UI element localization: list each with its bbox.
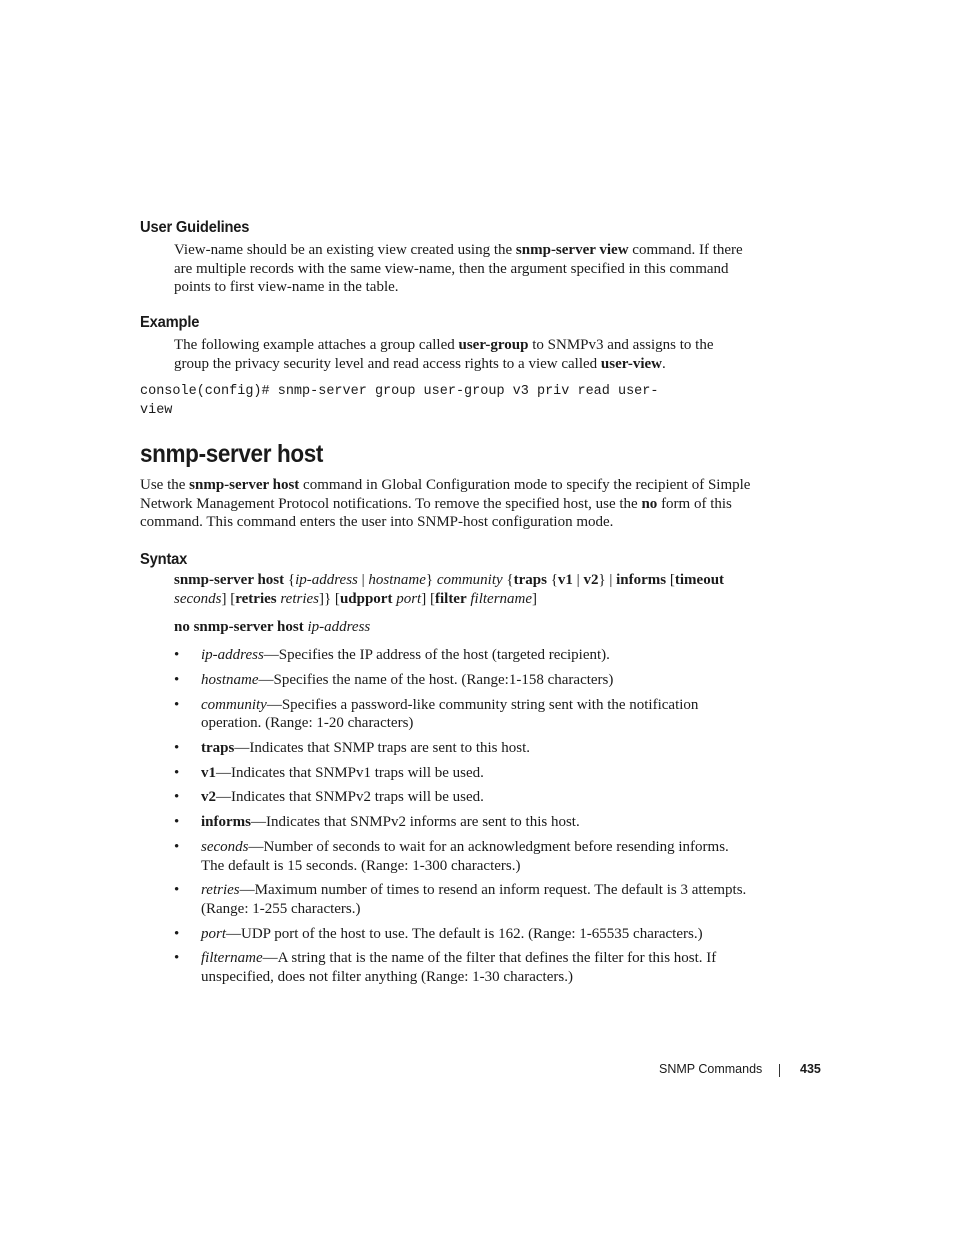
- bullet-icon: •: [174, 739, 180, 756]
- syntax-token: seconds: [174, 590, 222, 607]
- syntax-token: hostname: [368, 572, 426, 588]
- footer-chapter: SNMP Commands: [659, 1062, 763, 1076]
- syntax-token: filter: [434, 590, 467, 607]
- parameter-item: [174, 925, 754, 944]
- parameter-term: informs: [201, 814, 251, 831]
- parameter-item: [174, 671, 754, 690]
- syntax-token: |: [572, 572, 584, 588]
- group-term: user-group: [458, 337, 529, 353]
- view-term: user-view: [600, 355, 663, 372]
- parameter-term: port: [201, 925, 227, 942]
- parameter-item: [174, 764, 754, 783]
- parameter-item: [174, 949, 754, 986]
- syntax-heading: Syntax: [140, 551, 188, 568]
- parameter-term: filtername: [201, 950, 263, 967]
- syntax-token: ] [: [421, 590, 435, 607]
- syntax-line: [174, 571, 764, 590]
- parameter-item: [174, 788, 754, 807]
- parameter-term: seconds: [201, 839, 249, 856]
- syntax-token: [: [666, 572, 675, 588]
- parameter-item: [174, 813, 754, 832]
- bullet-icon: •: [174, 696, 180, 713]
- parameter-term: traps: [201, 739, 235, 756]
- syntax-token: traps: [513, 572, 547, 588]
- bullet-icon: •: [174, 925, 180, 942]
- example-code: [140, 382, 658, 420]
- syntax-token: retries: [235, 590, 277, 607]
- bullet-icon: •: [174, 814, 180, 831]
- parameter-description: —A string that is the name of the filter that defines the filter for this host. If unspecified, does not filter anything (Range: 1-30 characters.): [201, 950, 717, 985]
- syntax-token: informs: [616, 572, 667, 588]
- code-line: view: [140, 403, 173, 418]
- bullet-icon: •: [174, 950, 180, 967]
- syntax-token: community: [436, 572, 503, 588]
- parameter-description: —Specifies a password-like community string sent with the notification operation. (Range: 1-20 characters): [201, 696, 699, 732]
- parameter-term: hostname: [201, 671, 259, 688]
- syntax-token: ]: [532, 590, 538, 607]
- example-text: The following example attaches a group called user-group to SNMPv3 and assigns to the group the privacy security level and read access rights to a view called user-view.: [174, 337, 714, 372]
- syntax-token: filtername: [470, 590, 533, 607]
- syntax-token: {: [546, 572, 558, 588]
- syntax-token: port: [396, 590, 422, 607]
- parameter-description: —Indicates that SNMP traps are sent to this host.: [234, 739, 531, 756]
- parameter-term: v2: [201, 789, 216, 806]
- bullet-icon: •: [174, 647, 180, 663]
- view-command-term: snmp-server view: [515, 242, 629, 258]
- syntax-token: } |: [598, 572, 617, 588]
- parameter-item: [174, 696, 754, 733]
- syntax-token: retries: [280, 590, 319, 607]
- syntax-token: |: [357, 572, 369, 588]
- bullet-icon: •: [174, 882, 180, 899]
- parameter-item: [174, 739, 754, 758]
- example-heading: Example: [140, 314, 200, 331]
- parameter-description: —Indicates that SNMPv2 traps will be used.: [216, 789, 484, 806]
- syntax-token: v2: [583, 572, 599, 588]
- bullet-icon: •: [174, 789, 180, 806]
- syntax-no-form: no snmp-server host ip-address: [174, 619, 371, 635]
- syntax-token: ] [: [221, 590, 236, 607]
- no-keyword: no: [641, 495, 658, 512]
- parameter-item: [174, 646, 754, 665]
- section-title: snmp-server host: [140, 440, 324, 468]
- user-guidelines-text: View-name should be an existing view created using the snmp-server view command. If there are multiple records with the same view-name, then the argument specified in this command points to first view-name in the table.: [174, 242, 743, 295]
- page-number: 435: [800, 1062, 821, 1076]
- parameter-item: [174, 838, 754, 875]
- parameter-term: community: [201, 696, 267, 713]
- host-command-term: snmp-server host: [189, 477, 300, 493]
- parameter-term: v1: [201, 764, 216, 781]
- parameter-description: —Indicates that SNMPv1 traps will be used.: [216, 764, 484, 781]
- parameter-description: —UDP port of the host to use. The default is 162. (Range: 1-65535 characters.): [226, 925, 703, 942]
- syntax-token: }: [425, 572, 437, 588]
- bullet-icon: •: [174, 671, 180, 688]
- parameter-description: —Indicates that SNMPv2 informs are sent to this host.: [251, 814, 580, 831]
- syntax-token: ]} [: [318, 590, 340, 607]
- parameter-term: ip-address: [201, 647, 264, 663]
- parameter-term: retries: [201, 882, 240, 899]
- bullet-icon: •: [174, 839, 180, 856]
- syntax-token: snmp-server host: [174, 572, 285, 588]
- parameter-item: [174, 881, 754, 918]
- parameter-list: [174, 646, 754, 993]
- syntax-token: udpport: [339, 590, 393, 607]
- code-line: console(config)# snmp-server group user-group v3 priv read user-: [140, 384, 659, 399]
- syntax-token: v1: [557, 572, 573, 588]
- syntax-token: ip-address: [295, 572, 358, 588]
- syntax-command: [174, 571, 764, 608]
- bullet-icon: •: [174, 764, 180, 781]
- syntax-token: timeout: [674, 572, 725, 588]
- parameter-description: —Specifies the IP address of the host (targeted recipient).: [263, 647, 610, 663]
- footer-separator: [779, 1064, 780, 1077]
- syntax-token: {: [284, 572, 296, 588]
- parameter-description: —Specifies the name of the host. (Range:1-158 characters): [258, 671, 614, 688]
- parameter-description: —Number of seconds to wait for an acknowledgment before resending informs. The default is 15 seconds. (Range: 1-300 characters.): [201, 839, 729, 874]
- parameter-description: —Maximum number of times to resend an inform request. The default is 3 attempts. (Range: 1-255 characters.): [201, 882, 747, 917]
- syntax-token: {: [502, 572, 514, 588]
- syntax-line: [174, 590, 764, 609]
- user-guidelines-heading: User Guidelines: [140, 219, 250, 236]
- section-intro: Use the snmp-server host command in Global Configuration mode to specify the recipient of Simple Network Management Protocol notifications. To remove the specified host, use the no form of this command. This command enters the user into SNMP-host configuration mode.: [140, 477, 751, 530]
